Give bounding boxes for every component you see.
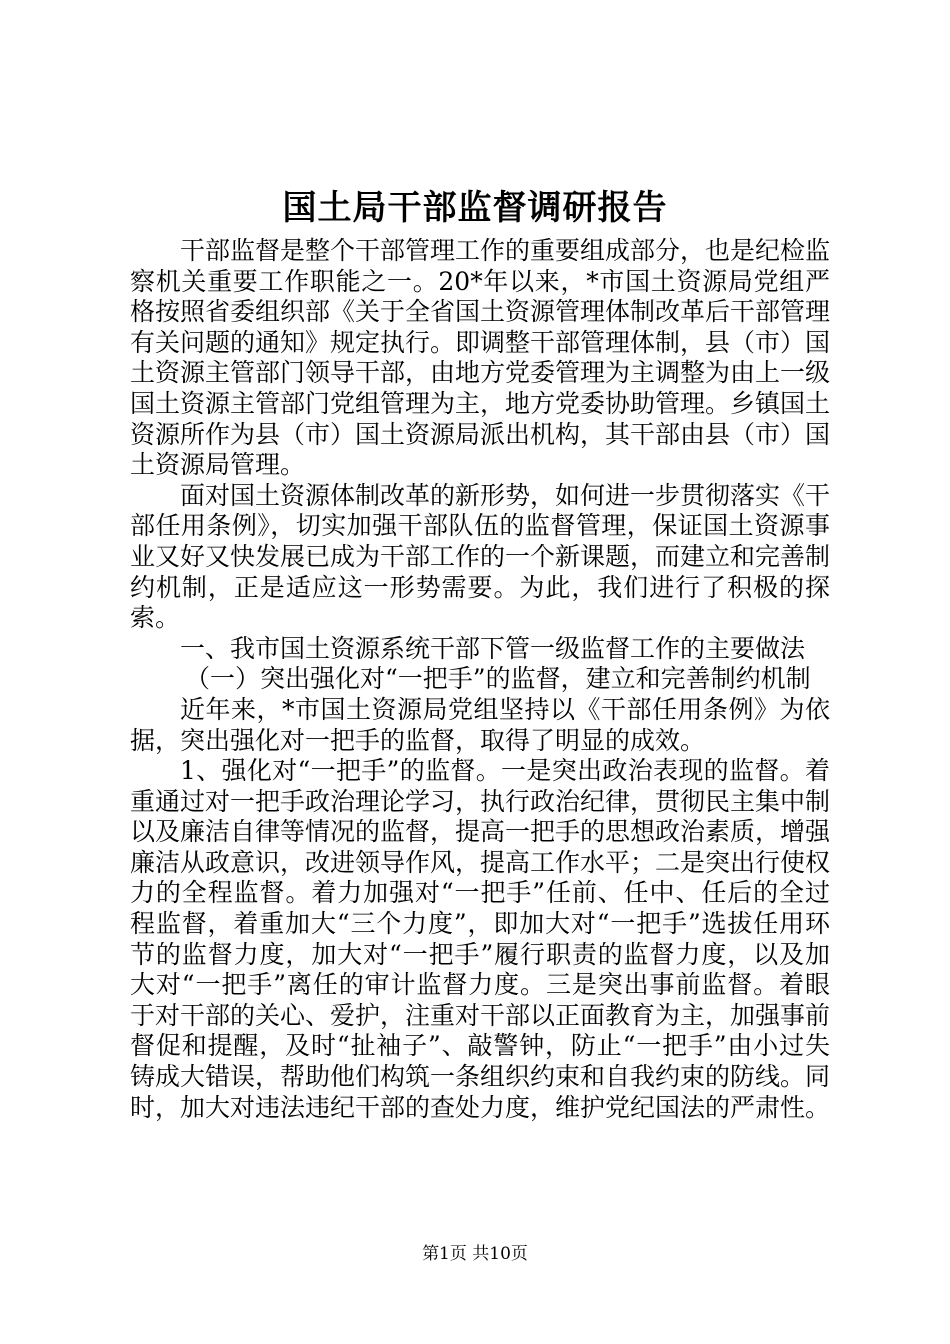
- paragraph-intro: 干部监督是整个干部管理工作的重要组成部分，也是纪检监察机关重要工作职能之一。20*年以来，*市国土资源局党组严格按照省委组织部《关于全省国土资源管理体制改革后干部管理有关问题的通知》规定执行。即调整干部管理体制，县（市）国土资源主管部门领导干部，由地方党委管理为主调整为由上一级国土资源主管部门党组管理为主，地方党委协助管理。乡镇国土资源所作为县（市）国土资源局派出机构，其干部由县（市）国土资源局管理。: [130, 236, 831, 480]
- paragraph-context: 面对国土资源体制改革的新形势，如何进一步贯彻落实《干部任用条例》，切实加强干部队伍的监督管理，保证国土资源事业又好又快发展已成为干部工作的一个新课题，而建立和完善制约机制，正是适应这一形势需要。为此，我们进行了积极的探索。: [130, 480, 831, 633]
- document-title: 国土局干部监督调研报告: [282, 188, 668, 228]
- document-body: [130, 236, 830, 1123]
- section-heading-1: 一、我市国土资源系统干部下管一级监督工作的主要做法: [180, 633, 806, 663]
- paragraph-item-1: 1、强化对“一把手”的监督。一是突出政治表现的监督。着重通过对一把手政治理论学习，执行政治纪律，贯彻民主集中制以及廉洁自律等情况的监督，提高一把手的思想政治素质，增强廉洁从政意识，改进领导作风，提高工作水平；二是突出行使权力的全程监督。着力加强对“一把手”任前、任中、任后的全过程监督，着重加大“三个力度”，即加大对“一把手”选拔任用环节的监督力度，加大对“一把手”履行职责的监督力度，以及加大对“一把手”离任的审计监督力度。三是突出事前监督。着眼于对干部的关心、爱护，注重对干部以正面教育为主，加强事前督促和提醒，及时“扯袖子”、敲警钟，防止“一把手”由小过失铸成大错误，帮助他们构筑一条组织约束和自我约束的防线。同时，加大对违法违纪干部的查处力度，维护党纪国法的严肃性。: [130, 756, 831, 1122]
- subsection-heading-1: （一）突出强化对“一把手”的监督，建立和完善制约机制: [185, 664, 811, 694]
- page-footer: 第1页 共10页: [422, 1244, 528, 1264]
- paragraph-recent-years: 近年来，*市国土资源局党组坚持以《干部任用条例》为依据，突出强化对一把手的监督，取得了明显的成效。: [130, 694, 830, 755]
